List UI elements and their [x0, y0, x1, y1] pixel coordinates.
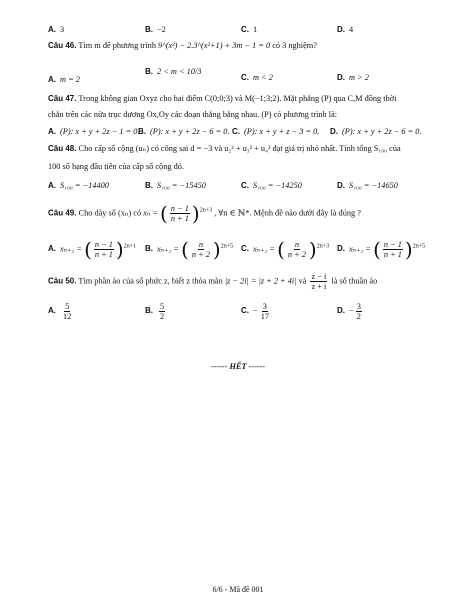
- q47-stem-line1: Câu 47. Trong không gian Oxyz cho hai điểm C(0;0;3) và M(−1;3;2). Mặt phẳng (P) qua C,M đồng thời: [48, 94, 397, 103]
- q48-option-a: A. S₁₀₀ = −14400: [48, 181, 109, 190]
- q50-option-c: C. − $\frac{3}{17}$: [241, 302, 269, 321]
- q50-option-b: B. $\frac{5}{2}$: [145, 302, 165, 321]
- q50-option-d: D. − $\frac{3}{2}$: [337, 302, 361, 321]
- q47-option-d: D. (P): x + y + 2z − 6 = 0.: [330, 127, 422, 136]
- q45-option-c: C. 1: [241, 25, 258, 34]
- q48-option-c: C. S₁₀₀ = −14250: [241, 181, 302, 190]
- q49-option-a: A. xₙ₊₁ = ( $\frac{n - 1}{n + 1}$ )$^{2n+1}$: [48, 237, 137, 262]
- q48-options: [0, 180, 476, 196]
- q46-option-c: C. m < 2: [241, 73, 273, 82]
- q48-option-b: B. S₁₀₀ = −15450: [145, 181, 206, 190]
- q47-option-c: C. (P): x + y + z − 3 = 0.: [232, 127, 320, 136]
- q46-stem: Câu 46. Tìm m để phương trình 9^(x²) − 2.3^(x²+1) + 3m − 1 = 0 có 3 nghiệm?: [48, 41, 317, 50]
- q50-stem: Câu 50. Tìm phần ảo của số phức z, biết z thỏa mãn |z − 2i| = |z + 2 + 4i| và $\frac{z - i}{z + i}$ là số thuần ảo: [48, 272, 378, 291]
- q46-option-d: D. m > 2: [337, 73, 369, 82]
- page-footer: 6/6 - Mã đề 001: [212, 585, 264, 594]
- q48-stem-line1: Câu 48. Cho cấp số cộng (uₙ) có công sai d = −3 và u₂² + u₃² + u₄² đạt giá trị nhỏ nhất. Tính tổng S₁₀₀ của: [48, 144, 401, 153]
- q50-option-a: A. $\frac{5}{12}$: [48, 302, 72, 321]
- q45-options: [0, 24, 476, 40]
- q47-option-b: B. (P): x + y + 2z − 6 = 0.: [138, 127, 230, 136]
- q49-option-d: D. xₙ₊₁ = ( $\frac{n - 1}{n + 1}$ )$^{2n+5}$: [337, 237, 426, 262]
- q47-stem-line2: chắn trên các nửa trục dương Ox,Oy các đoạn thẳng bằng nhau. (P) có phương trình là:: [48, 110, 338, 119]
- q48-option-d: D. S₁₀₀ = −14650: [337, 181, 398, 190]
- q48-stem-line2: 100 số hạng đầu tiên của cấp số cộng đó.: [48, 162, 184, 171]
- q46-option-b: B. 2 < m < 10/3: [145, 67, 202, 76]
- q49-options: [0, 232, 476, 262]
- q49-option-b: B. xₙ₊₁ = ( $\frac{n}{n + 2}$ )$^{2n+5}$: [145, 237, 234, 262]
- q45-option-d: D. 4: [337, 25, 354, 34]
- q45-option-b: B. −2: [145, 25, 166, 34]
- q47-option-a: A. (P): x + y + 2z − 1 = 0.: [48, 127, 140, 136]
- end-marker: ------ HẾT ------: [210, 362, 266, 371]
- q46-option-a: A. m = 2: [48, 75, 80, 84]
- q47-options: [0, 126, 476, 142]
- q50-options: [0, 300, 476, 326]
- q49-option-c: C. xₙ₊₁ = ( $\frac{n}{n + 2}$ )$^{2n+3}$: [241, 237, 330, 262]
- q46-options: [0, 62, 476, 88]
- q45-option-a: A. 3: [48, 25, 65, 34]
- q49-stem: Câu 49. Cho dãy số (xₙ) có xₙ = ( $\frac{n - 1}{n + 1}$ )$^{2n+3}$ , ∀n ∈ ℕ*. Mệnh đề nào dưới đây là đúng ?: [48, 201, 361, 226]
